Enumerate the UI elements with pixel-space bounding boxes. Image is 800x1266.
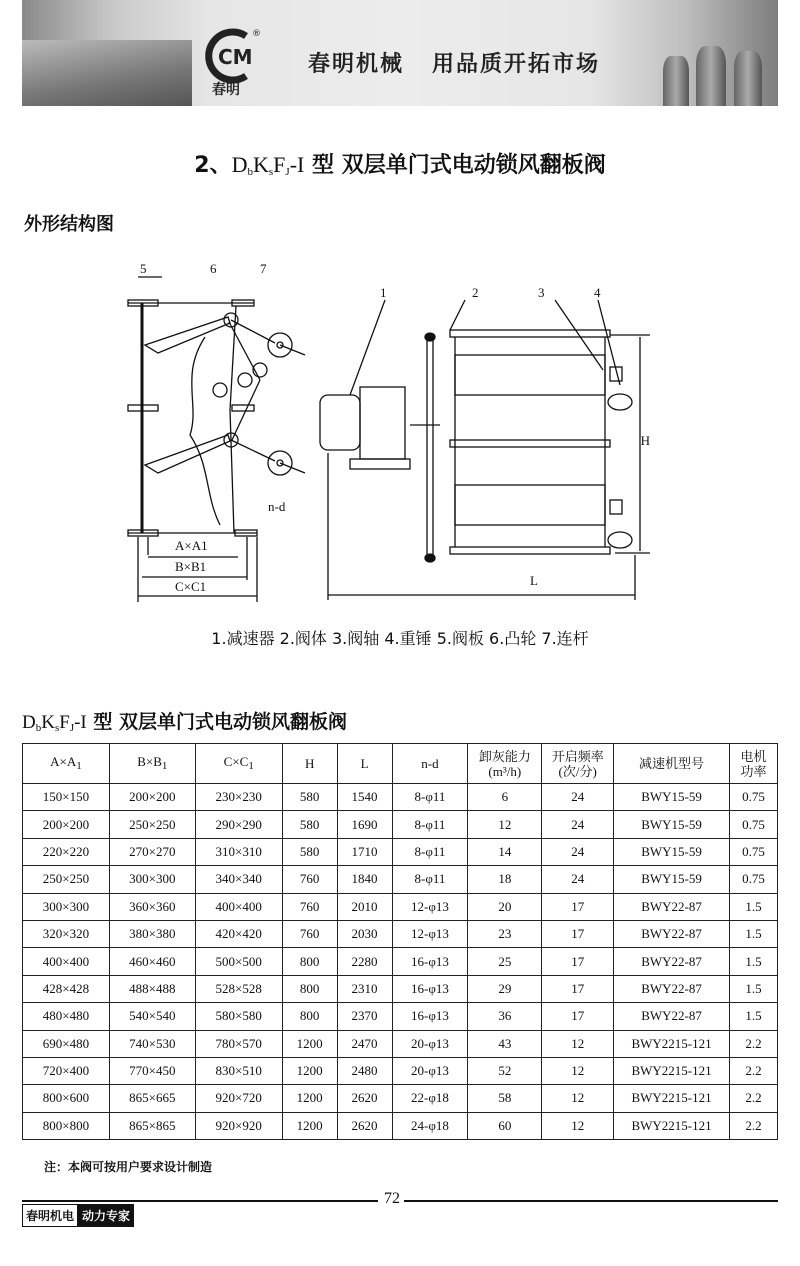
table-cell: 2.2 [729,1112,777,1139]
column-header: H [282,744,337,784]
table-row [23,866,778,893]
callout-3: 3 [538,285,545,300]
table-cell: 420×420 [195,920,282,947]
table-row [23,948,778,975]
table-row [23,1057,778,1084]
table-cell: BWY22-87 [614,920,730,947]
table-cell: 428×428 [23,975,110,1002]
table-cell: 16-φ13 [392,975,468,1002]
table-cell: 12 [542,1030,614,1057]
table-cell: 380×380 [109,920,195,947]
table-cell: 1.5 [729,948,777,975]
table-cell: 488×488 [109,975,195,1002]
dimension-c: C×C1 [175,579,207,594]
table-cell: 800×800 [23,1112,110,1139]
table-cell: 16-φ13 [392,948,468,975]
table-cell: 690×480 [23,1030,110,1057]
table-cell: 540×540 [109,1003,195,1030]
table-cell: 17 [542,975,614,1002]
column-header: 电机 功率 [729,744,777,784]
table-cell: 220×220 [23,838,110,865]
column-header: n-d [392,744,468,784]
table-cell: BWY15-59 [614,838,730,865]
column-header: $A\times A_1$ [23,744,110,784]
table-cell: 580 [282,784,337,811]
table-cell: 230×230 [195,784,282,811]
footer-rule-right [404,1200,778,1202]
table-cell: 0.75 [729,838,777,865]
svg-text:®: ® [252,29,261,39]
table-cell: 290×290 [195,811,282,838]
table-cell: 58 [468,1085,542,1112]
table-cell: 320×320 [23,920,110,947]
table-cell: 200×200 [23,811,110,838]
footer-rule-left [22,1200,378,1202]
table-cell: 16-φ13 [392,1003,468,1030]
table-cell: BWY22-87 [614,893,730,920]
table-cell: 865×665 [109,1085,195,1112]
section-heading: 外形结构图 [24,214,114,235]
table-cell: 920×720 [195,1085,282,1112]
table-cell: 770×450 [109,1057,195,1084]
table-row [23,811,778,838]
table-cell: 580 [282,838,337,865]
table-row [23,838,778,865]
table-cell: 760 [282,920,337,947]
table-cell: 8-φ11 [392,866,468,893]
table-cell: 920×920 [195,1112,282,1139]
table-cell: 2280 [337,948,392,975]
table-cell: BWY22-87 [614,948,730,975]
table-row [23,975,778,1002]
table-cell: 2010 [337,893,392,920]
spec-table [22,743,778,1140]
company-logo [204,26,266,96]
table-cell: 2.2 [729,1030,777,1057]
table-cell: 12-φ13 [392,920,468,947]
table-cell: 60 [468,1112,542,1139]
table-cell: 1.5 [729,975,777,1002]
footer-brand [22,1204,134,1227]
table-cell: 1710 [337,838,392,865]
table-cell: 24 [542,866,614,893]
table-cell: 300×300 [23,893,110,920]
table-cell: BWY2215-121 [614,1057,730,1084]
table-cell: 14 [468,838,542,865]
table-cell: 22-φ18 [392,1085,468,1112]
table-cell: 580 [282,811,337,838]
table-cell: 8-φ11 [392,811,468,838]
table-cell: BWY2215-121 [614,1030,730,1057]
table-cell: 17 [542,948,614,975]
page-number: 72 [384,1190,400,1207]
column-header: 卸灰能力 (m³/h) [468,744,542,784]
table-cell: 760 [282,893,337,920]
table-cell: 760 [282,866,337,893]
table-cell: 6 [468,784,542,811]
table-cell: 1540 [337,784,392,811]
footer-brand-tagline: 动力专家 [78,1204,134,1227]
table-cell: 8-φ11 [392,784,468,811]
table-cell: 24 [542,838,614,865]
table-row [23,784,778,811]
table-cell: BWY15-59 [614,784,730,811]
column-header: $B\times B_1$ [109,744,195,784]
table-cell: 480×480 [23,1003,110,1030]
slogan-company: 春明机械 [308,52,405,77]
dimension-nd: n-d [268,499,286,514]
table-cell: BWY15-59 [614,866,730,893]
side-view [128,300,305,602]
title-prefix: 2、 [194,153,232,178]
table-cell: 310×310 [195,838,282,865]
table-cell: 2370 [337,1003,392,1030]
table-cell: 800×600 [23,1085,110,1112]
table-cell: 800 [282,975,337,1002]
column-header: 减速机型号 [614,744,730,784]
dimension-b: B×B1 [175,559,207,574]
table-cell: 12 [542,1085,614,1112]
callout-6: 6 [210,261,217,276]
table-cell: 24 [542,784,614,811]
note: 注：本阀可按用户要求设计制造 [44,1160,213,1174]
table-row [23,920,778,947]
table-cell: 360×360 [109,893,195,920]
table-row [23,1030,778,1057]
svg-text:春明: 春明 [212,82,240,96]
model-code: $D_bK_sF_J-I$ [231,152,305,178]
table-cell: 250×250 [109,811,195,838]
power-plant-photo [658,30,778,106]
table-cell: BWY15-59 [614,811,730,838]
table-cell: 460×460 [109,948,195,975]
table-cell: 8-φ11 [392,838,468,865]
table-cell: 1840 [337,866,392,893]
table-row [23,1003,778,1030]
table-cell: 865×865 [109,1112,195,1139]
table-cell: 270×270 [109,838,195,865]
table-cell: 52 [468,1057,542,1084]
slogan-motto: 用品质开拓市场 [432,52,601,77]
table-cell: 20-φ13 [392,1057,468,1084]
table-cell: 720×400 [23,1057,110,1084]
table-cell: 2.2 [729,1057,777,1084]
callout-7: 7 [260,261,267,276]
table-cell: 2030 [337,920,392,947]
table-cell: BWY22-87 [614,975,730,1002]
table-cell: 0.75 [729,784,777,811]
callout-2: 2 [472,285,479,300]
table-cell: 2.2 [729,1085,777,1112]
table-cell: 0.75 [729,866,777,893]
table-cell: BWY2215-121 [614,1112,730,1139]
table-cell: 43 [468,1030,542,1057]
parts-legend: 1.减速器 2.阀体 3.阀轴 4.重锤 5.阀板 6.凸轮 7.连杆 [211,629,589,648]
table-cell: 300×300 [109,866,195,893]
table-cell: 12 [542,1057,614,1084]
table-cell: 780×570 [195,1030,282,1057]
table-cell: 500×500 [195,948,282,975]
table-cell: 2310 [337,975,392,1002]
table-row [23,1112,778,1139]
table-cell: 20-φ13 [392,1030,468,1057]
front-view [138,277,650,600]
table-cell: 20 [468,893,542,920]
table-cell: 17 [542,893,614,920]
table-row [23,893,778,920]
table-cell: BWY2215-121 [614,1085,730,1112]
table-cell: 18 [468,866,542,893]
table-cell: 340×340 [195,866,282,893]
slogan [308,47,600,78]
table-cell: 2470 [337,1030,392,1057]
column-header: L [337,744,392,784]
dimension-a: A×A1 [175,538,208,553]
table-cell: 12 [542,1112,614,1139]
column-header: $C\times C_1$ [195,744,282,784]
table-cell: 24 [542,811,614,838]
table-cell: 17 [542,1003,614,1030]
footer-brand-name: 春明机电 [22,1204,78,1227]
pipeline-photo [22,40,192,106]
table-title [22,707,347,734]
table-cell: 2480 [337,1057,392,1084]
table-cell: 830×510 [195,1057,282,1084]
table-cell: 800 [282,1003,337,1030]
table-cell: 1.5 [729,893,777,920]
title-text: 型 双层单门式电动锁风翻板阀 [312,153,606,178]
table-cell: 250×250 [23,866,110,893]
table-cell: 1690 [337,811,392,838]
table-cell: 12-φ13 [392,893,468,920]
dimension-l: L [530,573,538,588]
table-cell: BWY22-87 [614,1003,730,1030]
structure-diagram [110,255,650,605]
table-cell: 2620 [337,1085,392,1112]
table-cell: 1.5 [729,1003,777,1030]
table-cell: 36 [468,1003,542,1030]
table-cell: 580×580 [195,1003,282,1030]
table-cell: 150×150 [23,784,110,811]
table-cell: 0.75 [729,811,777,838]
table-cell: 1.5 [729,920,777,947]
table-header-row [23,744,778,784]
page-title [0,148,800,179]
table-cell: 528×528 [195,975,282,1002]
dimension-h: H [640,433,650,448]
table-cell: 1200 [282,1112,337,1139]
table-cell: 23 [468,920,542,947]
table-cell: 12 [468,811,542,838]
table-cell: 200×200 [109,784,195,811]
svg-text:CM: CM [218,45,253,69]
table-cell: 400×400 [195,893,282,920]
header-banner [22,0,778,106]
table-cell: 1200 [282,1085,337,1112]
table-cell: 800 [282,948,337,975]
table-cell: 24-φ18 [392,1112,468,1139]
table-cell: 400×400 [23,948,110,975]
table-cell: 25 [468,948,542,975]
table-title-text: 型 双层单门式电动锁风翻板阀 [93,711,348,733]
callout-1: 1 [380,285,387,300]
table-cell: 17 [542,920,614,947]
table-cell: 1200 [282,1057,337,1084]
table-cell: 1200 [282,1030,337,1057]
column-header: 开启频率 (次/分) [542,744,614,784]
table-cell: 740×530 [109,1030,195,1057]
callout-4: 4 [594,285,601,300]
table-row [23,1085,778,1112]
table-model-code: $D_bK_sF_J-I$ [22,712,87,734]
table-cell: 2620 [337,1112,392,1139]
callout-5: 5 [140,261,147,276]
table-cell: 29 [468,975,542,1002]
